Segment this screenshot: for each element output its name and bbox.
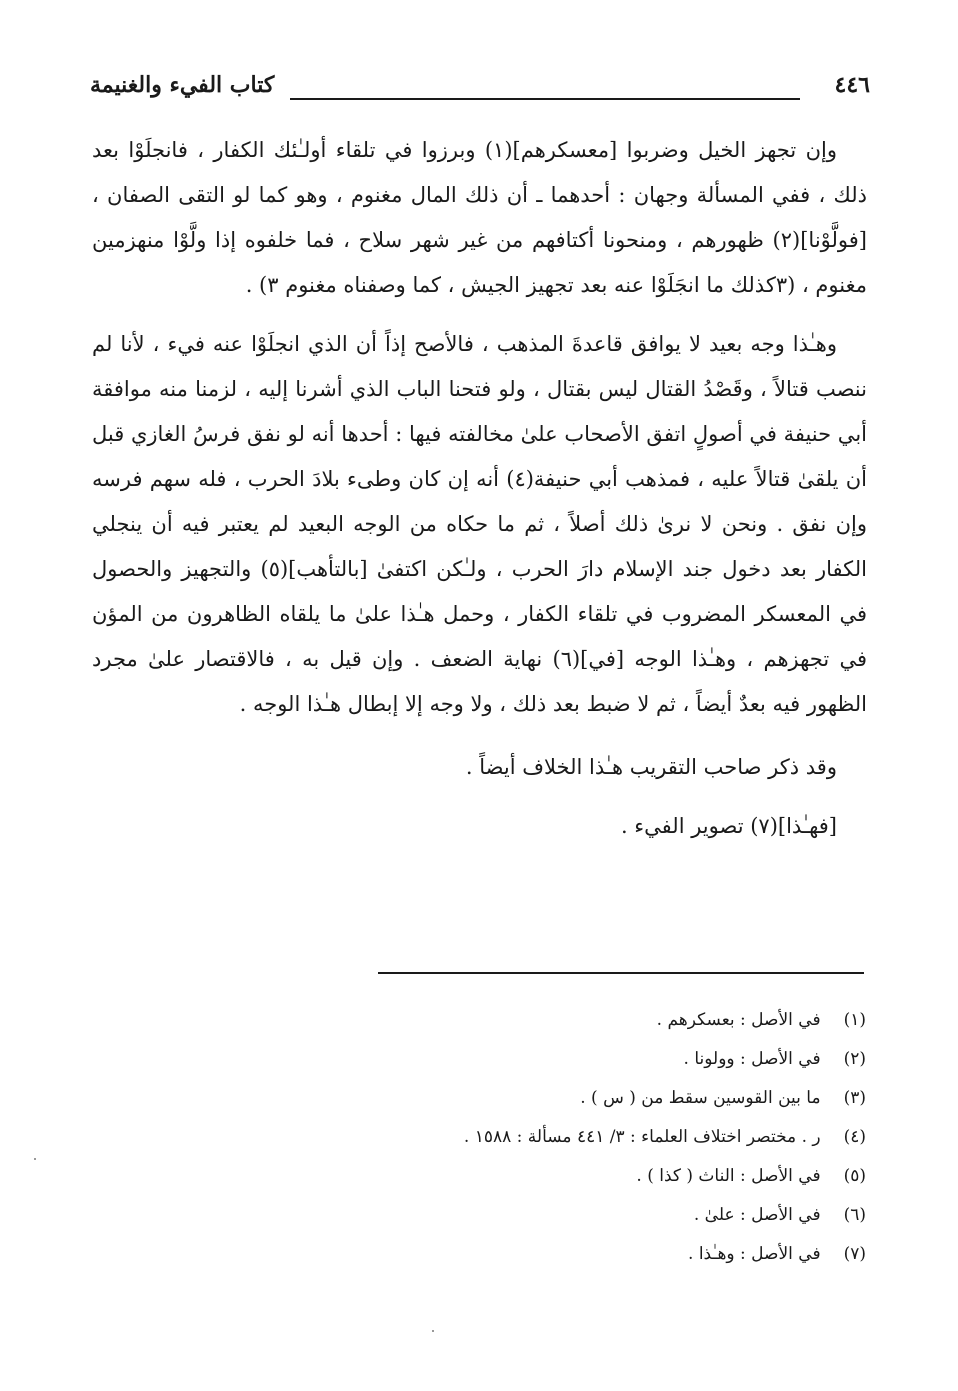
footnote-number: (١): [843, 1010, 866, 1030]
paragraph-4: [فهـٰذا](٧) تصوير الفيء .: [620, 814, 837, 838]
paragraph-3: وقد ذكر صاحب التقريب هـٰذا الخلاف أيضاً .: [465, 755, 837, 779]
footnote-item: [346, 1083, 866, 1122]
footnote-number: (٣): [843, 1088, 866, 1108]
paragraph-1: وإن تجهز الخيل وضربوا [معسكرهم](١) وبرزوا في تلقاء أولـٰئك الكفار ، فانجلَوْا بعد ذلك ، ففي المسألة وجهان : أحدهما ـ أن ذلك المال مغنوم ، وهو كما لو التقى الصفان ، [فولَّوْنا](٢) ظهورهم ، ومنحونا أكتافهم من غير شهر سلاح ، فما خلفوه إذا ولَّوْا منهزمين مغنوم ، (٣كذلك ما انجَلَوْا عنه بعد تجهيز الجيش ، كما وصفناه مغنوم ٣) .: [92, 138, 867, 297]
footnote-item: [346, 1005, 866, 1044]
footnote-text: في الأصل : علىٰ .: [693, 1205, 821, 1225]
footnote-item: [346, 1122, 866, 1161]
footnote-text: في الأصل : وهـٰذا .: [688, 1244, 821, 1264]
footnote-item: [346, 1200, 866, 1239]
header-rule: [290, 98, 800, 100]
page-number: ٤٤٦: [834, 72, 870, 98]
book-title: كتاب الفيء والغنيمة: [90, 72, 275, 98]
scan-speck: [34, 1158, 36, 1160]
footnote-number: (٥): [843, 1166, 866, 1186]
scan-speck: [432, 1330, 434, 1332]
footnote-item: [346, 1161, 866, 1200]
footnotes: [346, 1005, 866, 1278]
paragraph-gap: [92, 308, 867, 322]
footnote-text: في الأصل : وولونا .: [683, 1049, 821, 1069]
paragraph-2: وهـٰذا وجه بعيد لا يوافق قاعدةَ المذهب ، فالأصح إذاً أن الذي انجلَوْا عنه فيء ، لأنا لم ننصب قتالاً ، وقَصْدُ القتال ليس بقتال ، ولو فتحنا الباب الذي أشرنا إليه ، لزمنا منه موافقة أبي حنيفة في أصولٍ اتفق الأصحاب علىٰ مخالفته فيها : أحدها أنه لو نفق فرسُ الغازي قبل أن يلقىٰ قتالاً عليه ، فمذهب أبي حنيفة(٤) أنه إن كان وطىء بلادَ الحرب ، فله سهم فرسه وإن نفق . ونحن لا نرىٰ ذلك أصلاً ، ثم ما حكاه من الوجه البعيد لم يعتبر فيه أن ينجلي الكفار بعد دخول جند الإسلام دارَ الحرب ، ولـٰكن اكتفىٰ [بالتأهب](٥) والتجهيز والحصول في المعسكر المضروب في تلقاء الكفار ، وحمل هـٰذا علىٰ ما يلقاه الظاهرون من المؤن في تجهزهم ، وهـٰذا الوجه [في](٦) نهاية الضعف . وإن قيل به ، فالاقتصار علىٰ مجرد الظهور فيه بعدٌ أيضاً ، ثم لا ضبط بعد ذلك ، ولا وجه إلا إبطال هـٰذا الوجه .: [92, 332, 867, 716]
footnote-separator: [378, 972, 864, 974]
footnote-item: [346, 1239, 866, 1278]
footnote-text: ما بين القوسين سقط من ( س ) .: [580, 1088, 821, 1108]
footnote-item: [346, 1044, 866, 1083]
footnote-number: (٤): [843, 1127, 866, 1147]
footnote-number: (٢): [843, 1049, 866, 1069]
paragraph-gap: [92, 790, 867, 804]
footnote-text: في الأصل : بعسكرهم .: [656, 1010, 821, 1030]
paragraph-gap: [92, 727, 867, 745]
footnote-text: ر . مختصر اختلاف العلماء : ٣/ ٤٤١ مسألة : ١٥٨٨ .: [463, 1127, 821, 1147]
main-text: [92, 128, 867, 849]
footnote-number: (٧): [843, 1244, 866, 1264]
running-header: [90, 72, 870, 112]
footnote-text: في الأصل : الناث ( كذا ) .: [636, 1166, 821, 1186]
footnote-number: (٦): [843, 1205, 866, 1225]
